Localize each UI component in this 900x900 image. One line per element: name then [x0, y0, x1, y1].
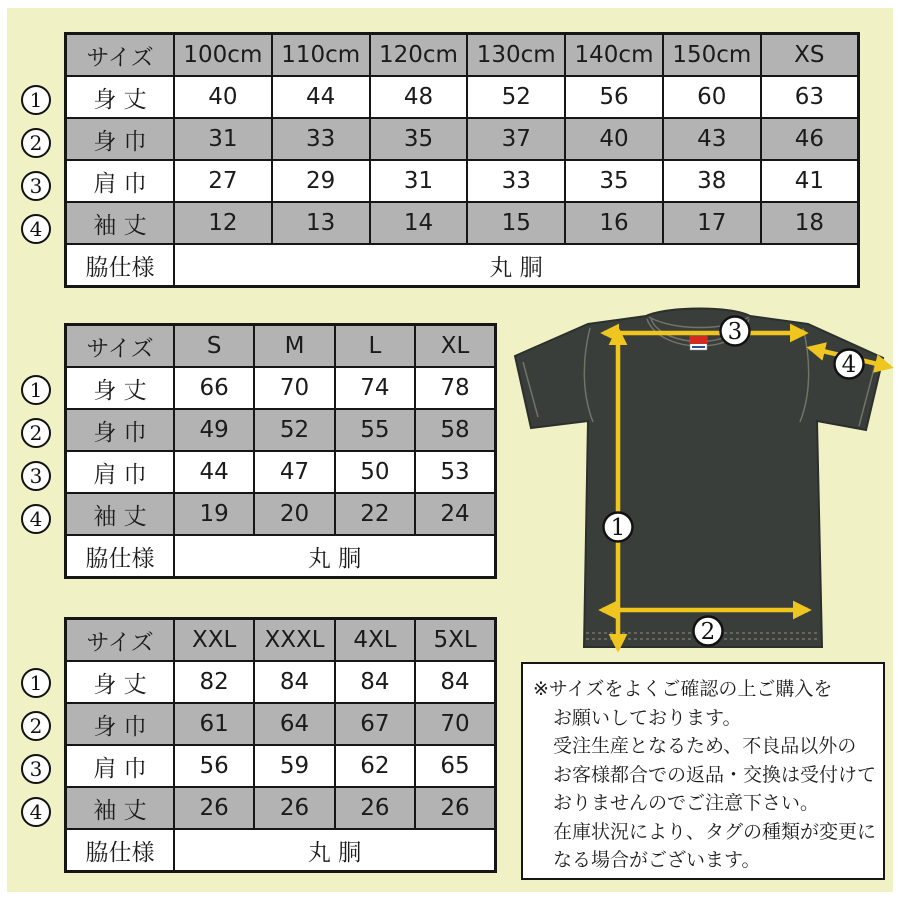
size-value-cell: 46 — [761, 118, 859, 160]
note-line: 受注生産となるため、不良品以外の — [553, 735, 857, 757]
measurement-row-label: 身 巾 — [66, 703, 175, 745]
size-value-cell: 43 — [663, 118, 761, 160]
size-value-cell: 65 — [415, 745, 495, 787]
diagram-marker-3: 3 — [727, 319, 743, 345]
size-value-cell: 24 — [415, 493, 495, 535]
size-value-cell: 29 — [272, 160, 370, 202]
size-value-cell: 35 — [565, 160, 663, 202]
measurement-row-label: 肩 巾 — [66, 451, 175, 493]
kids-size-table — [64, 32, 860, 288]
marker-circle-4: 4 — [21, 214, 51, 244]
size-column-header: XL — [415, 325, 495, 368]
size-value-cell: 40 — [565, 118, 663, 160]
size-value-cell: 20 — [254, 493, 334, 535]
diagram-marker-1: 1 — [610, 515, 626, 541]
marker-circle-4: 4 — [21, 797, 51, 827]
size-corner-header: サイズ — [66, 34, 175, 77]
size-value-cell: 84 — [415, 661, 495, 703]
size-value-cell: 67 — [335, 703, 415, 745]
marker-circle-3: 3 — [21, 171, 51, 201]
note-line: なる場合がございます。 — [553, 849, 761, 871]
size-column-header: 5XL — [415, 619, 495, 662]
measurement-row-label: 肩 巾 — [66, 160, 175, 202]
size-value-cell: 37 — [467, 118, 565, 160]
marker-circle-2: 2 — [21, 128, 51, 158]
size-value-cell: 22 — [335, 493, 415, 535]
measurement-row — [66, 493, 496, 535]
size-value-cell: 70 — [254, 367, 334, 409]
measurement-row — [66, 703, 496, 745]
measurement-row — [66, 160, 859, 202]
large-size-table — [64, 617, 497, 873]
measurement-row-label: 身 丈 — [66, 661, 175, 703]
diagram-marker-2: 2 — [700, 619, 716, 645]
size-value-cell: 27 — [174, 160, 272, 202]
size-value-cell: 26 — [415, 787, 495, 829]
size-value-cell: 41 — [761, 160, 859, 202]
side-spec-value: 丸 胴 — [174, 535, 496, 578]
size-value-cell: 18 — [761, 202, 859, 244]
measurement-row — [66, 451, 496, 493]
size-column-header: XXL — [174, 619, 254, 662]
size-value-cell: 84 — [254, 661, 334, 703]
size-value-cell: 82 — [174, 661, 254, 703]
size-value-cell: 56 — [565, 76, 663, 118]
size-value-cell: 26 — [174, 787, 254, 829]
marker-circle-1: 1 — [21, 668, 51, 698]
purchase-note-box — [521, 662, 885, 880]
size-value-cell: 56 — [174, 745, 254, 787]
size-value-cell: 52 — [467, 76, 565, 118]
size-value-cell: 62 — [335, 745, 415, 787]
marker-circle-3: 3 — [21, 461, 51, 491]
measurement-row — [66, 661, 496, 703]
diagram-marker-4: 4 — [841, 352, 857, 378]
size-value-cell: 64 — [254, 703, 334, 745]
size-column-header: XS — [761, 34, 859, 77]
size-value-cell: 31 — [370, 160, 468, 202]
side-spec-value: 丸 胴 — [174, 244, 859, 287]
size-value-cell: 31 — [174, 118, 272, 160]
marker-circle-1: 1 — [21, 85, 51, 115]
size-value-cell: 26 — [335, 787, 415, 829]
size-value-cell: 44 — [174, 451, 254, 493]
size-value-cell: 44 — [272, 76, 370, 118]
measurement-row — [66, 787, 496, 829]
measurement-row — [66, 118, 859, 160]
size-value-cell: 13 — [272, 202, 370, 244]
measurement-row — [66, 367, 496, 409]
size-column-header: 110cm — [272, 34, 370, 77]
size-column-header: M — [254, 325, 334, 368]
size-value-cell: 49 — [174, 409, 254, 451]
measurement-row — [66, 409, 496, 451]
note-line: おりませんのでご注意下さい。 — [553, 792, 820, 814]
measurement-row — [66, 202, 859, 244]
measurement-row — [66, 76, 859, 118]
tshirt-silhouette — [515, 309, 883, 648]
measurement-row-label: 袖 丈 — [66, 787, 175, 829]
size-value-cell: 50 — [335, 451, 415, 493]
note-line: お願いしております。 — [553, 706, 742, 729]
size-value-cell: 61 — [174, 703, 254, 745]
size-column-header: XXXL — [254, 619, 334, 662]
size-column-header: 140cm — [565, 34, 663, 77]
size-value-cell: 63 — [761, 76, 859, 118]
size-corner-header: サイズ — [66, 325, 175, 368]
size-corner-header: サイズ — [66, 619, 175, 662]
size-column-header: 100cm — [174, 34, 272, 77]
size-column-header: 120cm — [370, 34, 468, 77]
side-spec-row — [66, 535, 496, 578]
size-value-cell: 38 — [663, 160, 761, 202]
marker-circle-4: 4 — [21, 504, 51, 534]
side-spec-row — [66, 829, 496, 872]
size-value-cell: 47 — [254, 451, 334, 493]
size-value-cell: 12 — [174, 202, 272, 244]
size-value-cell: 66 — [174, 367, 254, 409]
size-value-cell: 17 — [663, 202, 761, 244]
measurement-row — [66, 745, 496, 787]
size-value-cell: 78 — [415, 367, 495, 409]
side-spec-value: 丸 胴 — [174, 829, 496, 872]
adult-size-table — [64, 323, 497, 579]
side-spec-row — [66, 244, 859, 287]
measurement-row-label: 肩 巾 — [66, 745, 175, 787]
size-column-header: L — [335, 325, 415, 368]
measurement-row-label: 身 巾 — [66, 409, 175, 451]
header-row — [66, 619, 496, 662]
size-value-cell: 58 — [415, 409, 495, 451]
size-value-cell: 74 — [335, 367, 415, 409]
size-value-cell: 16 — [565, 202, 663, 244]
header-row — [66, 34, 859, 77]
measurement-row-label: 袖 丈 — [66, 493, 175, 535]
size-column-header: 130cm — [467, 34, 565, 77]
brand-tag — [690, 336, 707, 350]
size-value-cell: 40 — [174, 76, 272, 118]
size-value-cell: 19 — [174, 493, 254, 535]
header-row — [66, 325, 496, 368]
side-spec-label: 脇仕様 — [66, 244, 175, 287]
note-line: お客様都合での返品・交換は受付けて — [553, 763, 877, 786]
marker-circle-2: 2 — [21, 711, 51, 741]
measurement-row-label: 身 巾 — [66, 118, 175, 160]
tshirt-measurement-diagram — [498, 300, 898, 660]
note-line: ※サイズをよくご確認の上ご購入を — [533, 678, 833, 700]
marker-circle-2: 2 — [21, 418, 51, 448]
size-value-cell: 33 — [272, 118, 370, 160]
measurement-row-label: 袖 丈 — [66, 202, 175, 244]
marker-circle-1: 1 — [21, 375, 51, 405]
size-value-cell: 60 — [663, 76, 761, 118]
measurement-row-label: 身 丈 — [66, 76, 175, 118]
size-value-cell: 35 — [370, 118, 468, 160]
size-value-cell: 15 — [467, 202, 565, 244]
size-column-header: 150cm — [663, 34, 761, 77]
marker-circle-3: 3 — [21, 754, 51, 784]
side-spec-label: 脇仕様 — [66, 829, 175, 872]
size-value-cell: 14 — [370, 202, 468, 244]
size-value-cell: 70 — [415, 703, 495, 745]
measurement-row-label: 身 丈 — [66, 367, 175, 409]
size-value-cell: 84 — [335, 661, 415, 703]
size-column-header: 4XL — [335, 619, 415, 662]
size-value-cell: 52 — [254, 409, 334, 451]
size-value-cell: 48 — [370, 76, 468, 118]
size-value-cell: 53 — [415, 451, 495, 493]
note-line: 在庫状況により、タグの種類が変更に — [553, 820, 877, 843]
size-column-header: S — [174, 325, 254, 368]
size-value-cell: 59 — [254, 745, 334, 787]
size-value-cell: 26 — [254, 787, 334, 829]
size-value-cell: 33 — [467, 160, 565, 202]
size-value-cell: 55 — [335, 409, 415, 451]
side-spec-label: 脇仕様 — [66, 535, 175, 578]
